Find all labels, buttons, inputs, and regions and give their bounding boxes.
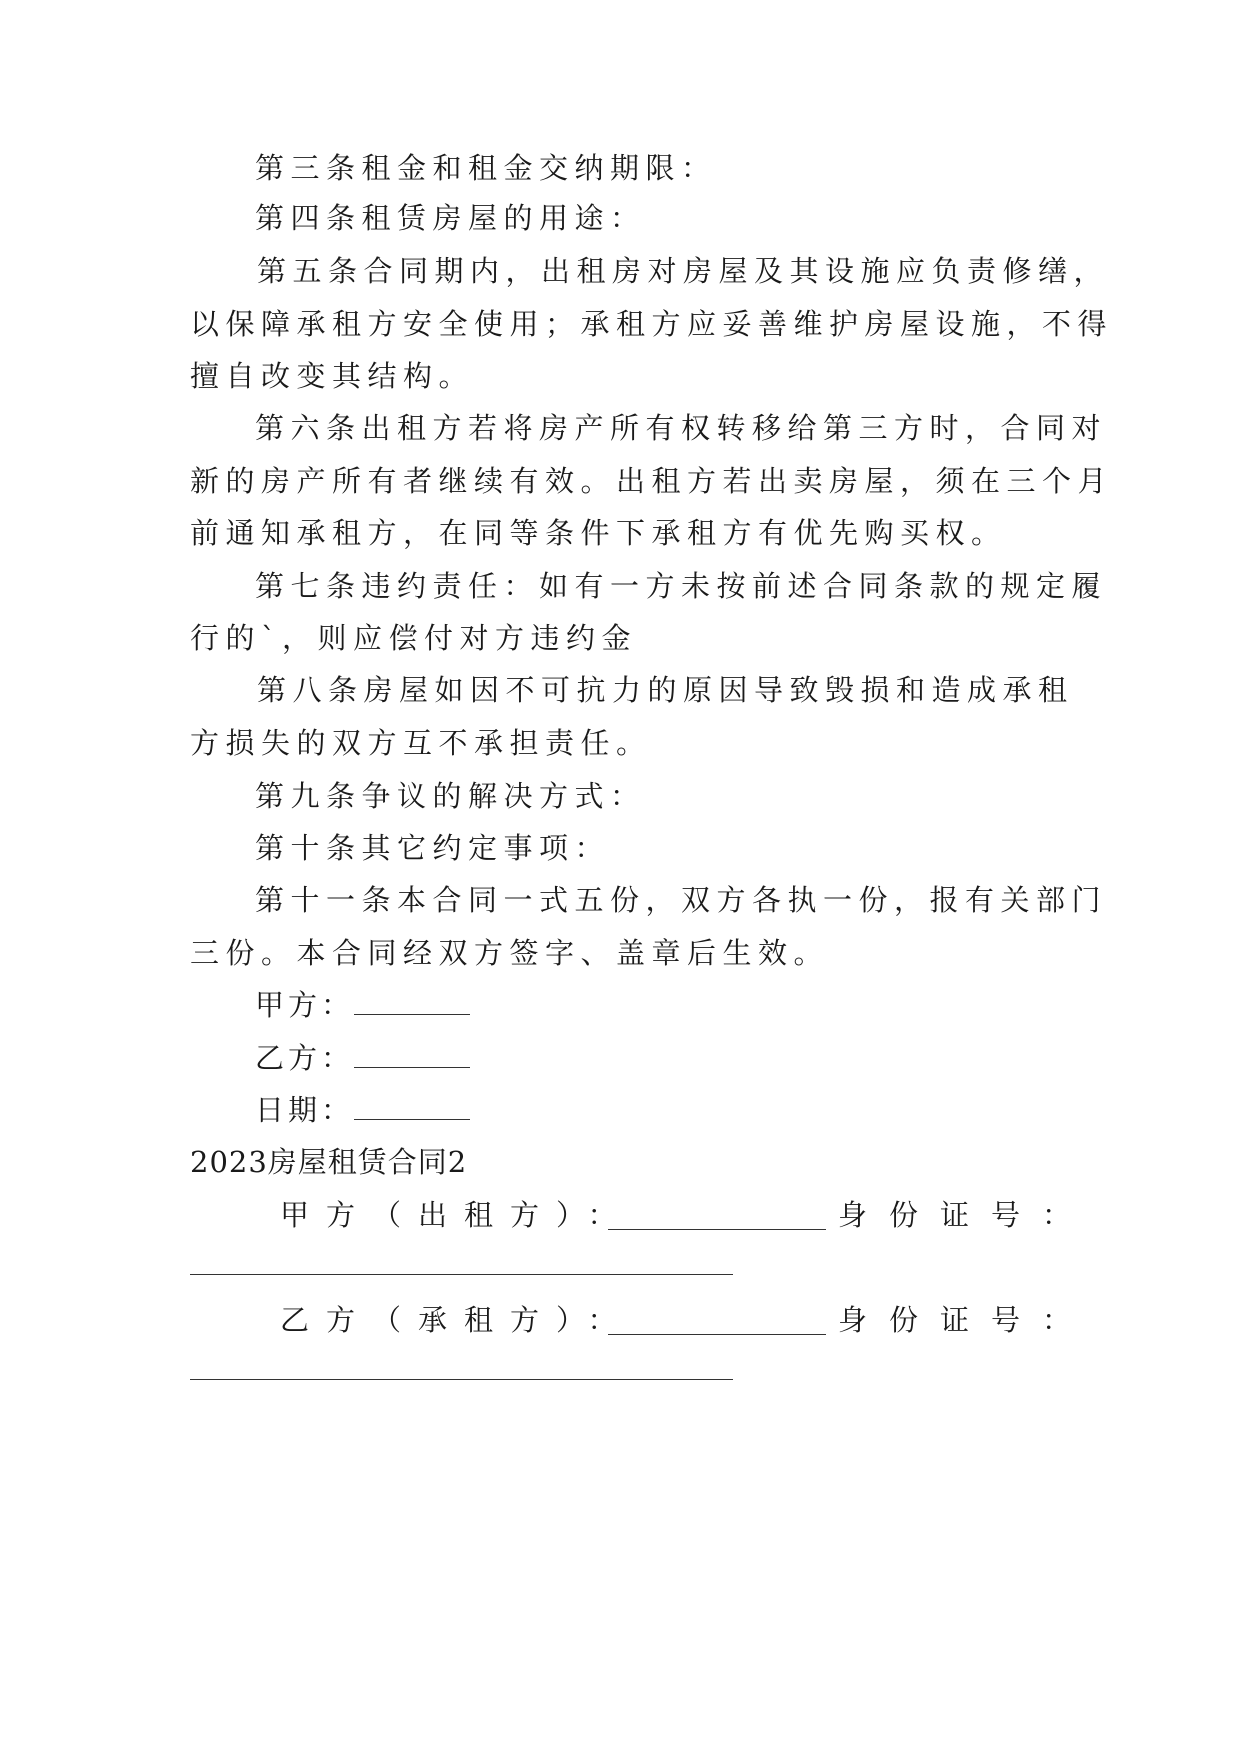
date-label: 日期： [255,1093,355,1127]
article-8-line-1: 第八条房屋如因不可抗力的原因导致毁损和造成承租 [257,673,1074,707]
lessor-name-blank [608,1205,826,1230]
article-5-line-3: 擅自改变其结构。 [190,359,475,393]
article-3: 第三条租金和租金交纳期限： [255,151,717,185]
article-11-line-1: 第十一条本合同一式五份，双方各执一份，报有关部门 [255,883,1108,917]
article-11-line-2: 三份。本合同经双方签字、盖章后生效。 [190,936,830,970]
party-b-signature [255,1040,470,1076]
contract-2-title: 2023房屋租赁合同2 [190,1145,468,1179]
party-a-label: 甲方： [255,988,355,1022]
article-7-line-1: 第七条违约责任：如有一方未按前述合同条款的规定履 [255,569,1108,603]
party-a-blank [354,990,470,1015]
lessee-name-blank [608,1310,826,1335]
lessee-id-label: 身份证号： [838,1303,1094,1337]
article-6-line-2: 新的房产所有者继续有效。出租方若出卖房屋，须在三个月 [190,464,1114,498]
article-6-line-3: 前通知承租方，在同等条件下承租方有优先购买权。 [190,516,1007,550]
party-a-signature [255,987,470,1023]
article-9: 第九条争议的解决方式： [255,779,646,813]
lessee-row [190,1302,1094,1338]
lessor-label: 甲方（出租方）： [280,1198,634,1232]
lessor-id-label: 身份证号： [838,1198,1094,1232]
article-8-line-2: 方损失的双方互不承担责任。 [190,726,652,760]
article-5-line-2: 以保障承租方安全使用；承租方应妥善维护房屋设施，不得 [190,307,1114,341]
date-blank [354,1095,470,1120]
date-signature [255,1092,470,1128]
lessee-label: 乙方（承租方）： [280,1303,634,1337]
lessor-row [190,1197,1094,1233]
lessor-id-blank [190,1274,733,1275]
article-6-line-1: 第六条出租方若将房产所有权转移给第三方时，合同对 [255,411,1108,445]
article-10: 第十条其它约定事项： [255,831,611,865]
article-5-line-1: 第五条合同期内，出租房对房屋及其设施应负责修缮， [257,254,1110,288]
party-b-label: 乙方： [255,1041,355,1075]
article-7-line-2: 行的`，则应偿付对方违约金 [190,621,638,655]
lessee-id-blank [190,1379,733,1380]
article-4: 第四条租赁房屋的用途： [255,201,646,235]
party-b-blank [354,1043,470,1068]
